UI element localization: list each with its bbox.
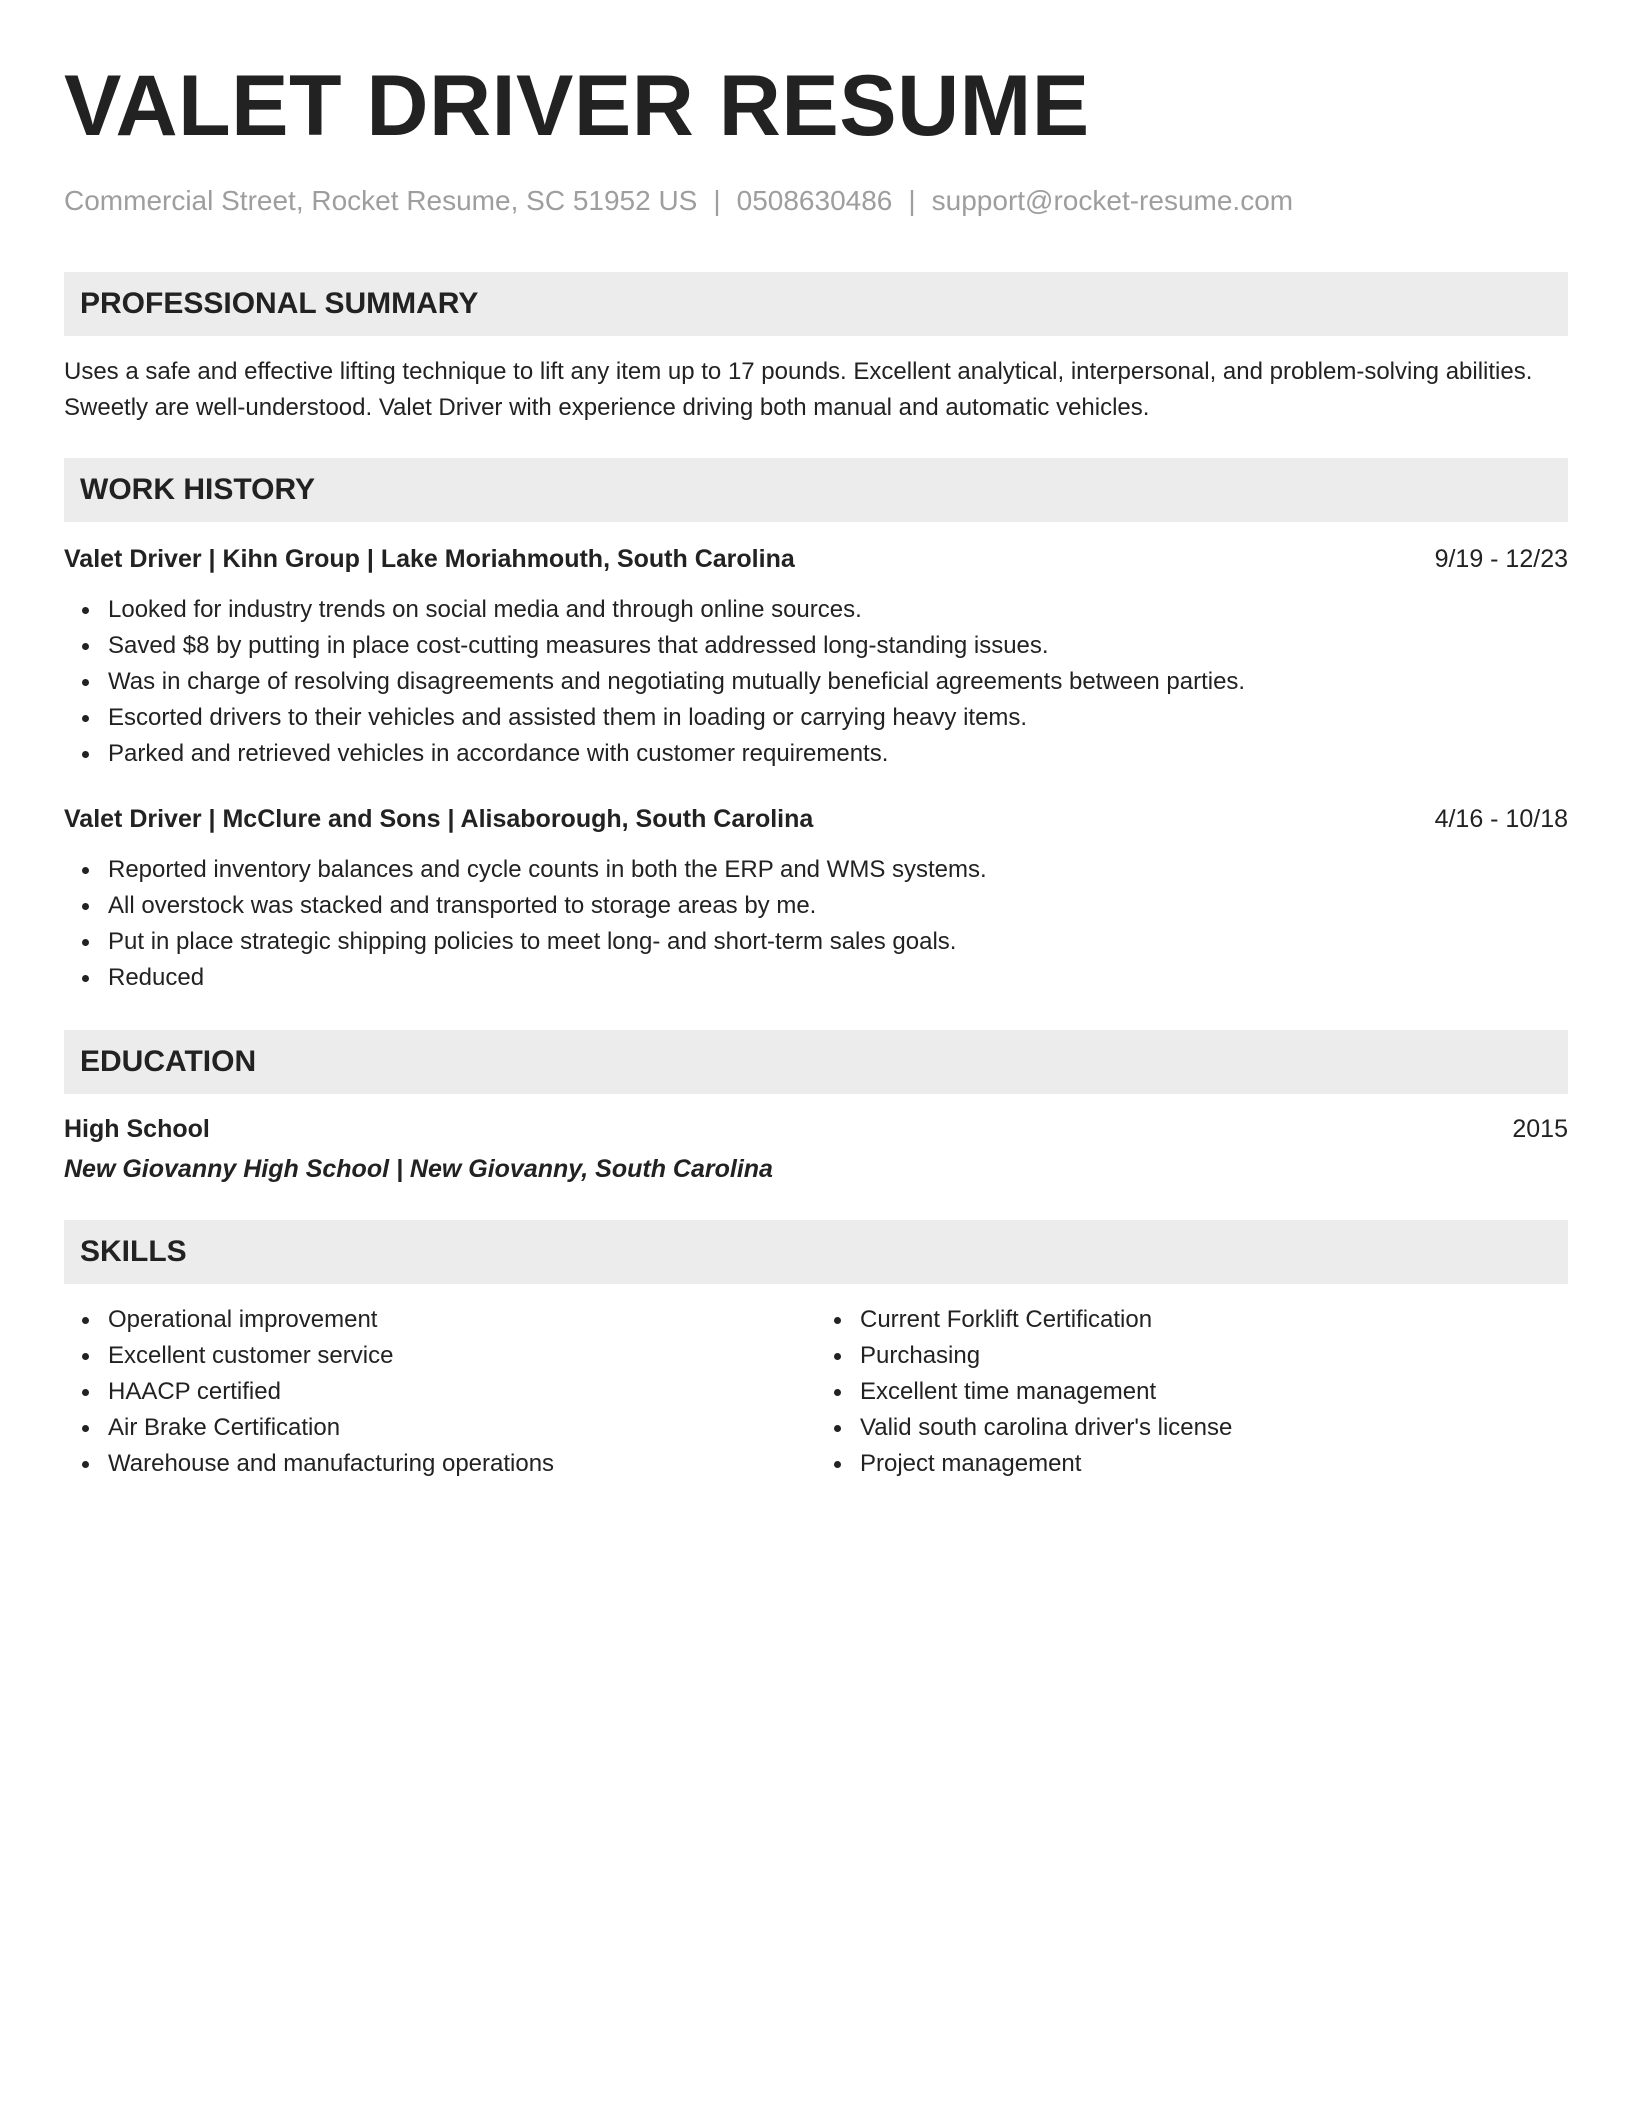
work-history-heading: WORK HISTORY bbox=[64, 458, 1568, 522]
education-header bbox=[64, 1112, 1568, 1146]
education-heading: EDUCATION bbox=[64, 1030, 1568, 1094]
job-bullet: Looked for industry trends on social media and through online sources. bbox=[108, 592, 1568, 628]
job-dates: 4/16 - 10/18 bbox=[1434, 805, 1568, 833]
summary-section bbox=[64, 272, 1568, 426]
skill-item: Purchasing bbox=[860, 1338, 1568, 1374]
contact-separator: | bbox=[713, 185, 721, 216]
job-bullet: Reduced bbox=[108, 960, 1568, 996]
summary-heading: PROFESSIONAL SUMMARY bbox=[64, 272, 1568, 336]
skill-item: Air Brake Certification bbox=[108, 1410, 816, 1446]
job-header bbox=[64, 802, 1568, 836]
job-bullet: Escorted drivers to their vehicles and assisted them in loading or carrying heavy items. bbox=[108, 700, 1568, 736]
contact-line bbox=[64, 184, 1568, 218]
summary-text: Uses a safe and effective lifting technique to lift any item up to 17 pounds. Excellent analytical, interpersonal, and problem-solving abilities. Sweetly are well-understood. Valet Driver with experience driving both manual and automatic vehicles. bbox=[64, 358, 1533, 421]
contact-phone: 0508630486 bbox=[736, 185, 893, 216]
job-bullets bbox=[64, 592, 1568, 772]
education-section bbox=[64, 1030, 1568, 1186]
education-entry bbox=[64, 1112, 1568, 1186]
education-year: 2015 bbox=[1512, 1115, 1568, 1143]
skills-section bbox=[64, 1220, 1568, 1482]
skill-item: Excellent customer service bbox=[108, 1338, 816, 1374]
job-title: Valet Driver | Kihn Group | Lake Moriahmouth, South Carolina bbox=[64, 545, 795, 573]
job-entry bbox=[64, 542, 1568, 772]
job-title: Valet Driver | McClure and Sons | Alisaborough, South Carolina bbox=[64, 805, 814, 833]
job-header bbox=[64, 542, 1568, 576]
skills-list bbox=[816, 1302, 1568, 1482]
skills-heading: SKILLS bbox=[64, 1220, 1568, 1284]
skills-column-right bbox=[816, 1302, 1568, 1482]
skills-list bbox=[64, 1302, 816, 1482]
skill-item: Operational improvement bbox=[108, 1302, 816, 1338]
job-entry bbox=[64, 802, 1568, 996]
job-bullet: Parked and retrieved vehicles in accordance with customer requirements. bbox=[108, 736, 1568, 772]
job-bullet: Was in charge of resolving disagreements and negotiating mutually beneficial agreements between parties. bbox=[108, 664, 1568, 700]
contact-email: support@rocket-resume.com bbox=[931, 185, 1294, 216]
job-dates: 9/19 - 12/23 bbox=[1434, 545, 1568, 573]
job-bullet: Reported inventory balances and cycle counts in both the ERP and WMS systems. bbox=[108, 852, 1568, 888]
skills-column-left bbox=[64, 1302, 816, 1482]
contact-address: Commercial Street, Rocket Resume, SC 51952 US bbox=[64, 185, 698, 216]
job-bullets bbox=[64, 852, 1568, 996]
resume-title: VALET DRIVER RESUME bbox=[64, 58, 1090, 154]
skill-item: Warehouse and manufacturing operations bbox=[108, 1446, 816, 1482]
work-history-section bbox=[64, 458, 1568, 996]
skill-item: Current Forklift Certification bbox=[860, 1302, 1568, 1338]
education-school: New Giovanny High School | New Giovanny, South Carolina bbox=[64, 1155, 773, 1183]
skill-item: Valid south carolina driver's license bbox=[860, 1410, 1568, 1446]
contact-separator: | bbox=[908, 185, 916, 216]
job-bullet: Saved $8 by putting in place cost-cutting measures that addressed long-standing issues. bbox=[108, 628, 1568, 664]
skill-item: Excellent time management bbox=[860, 1374, 1568, 1410]
skill-item: Project management bbox=[860, 1446, 1568, 1482]
job-bullet: All overstock was stacked and transported to storage areas by me. bbox=[108, 888, 1568, 924]
skill-item: HAACP certified bbox=[108, 1374, 816, 1410]
skills-grid bbox=[64, 1302, 1568, 1482]
job-bullet: Put in place strategic shipping policies to meet long- and short-term sales goals. bbox=[108, 924, 1568, 960]
education-degree: High School bbox=[64, 1115, 210, 1143]
